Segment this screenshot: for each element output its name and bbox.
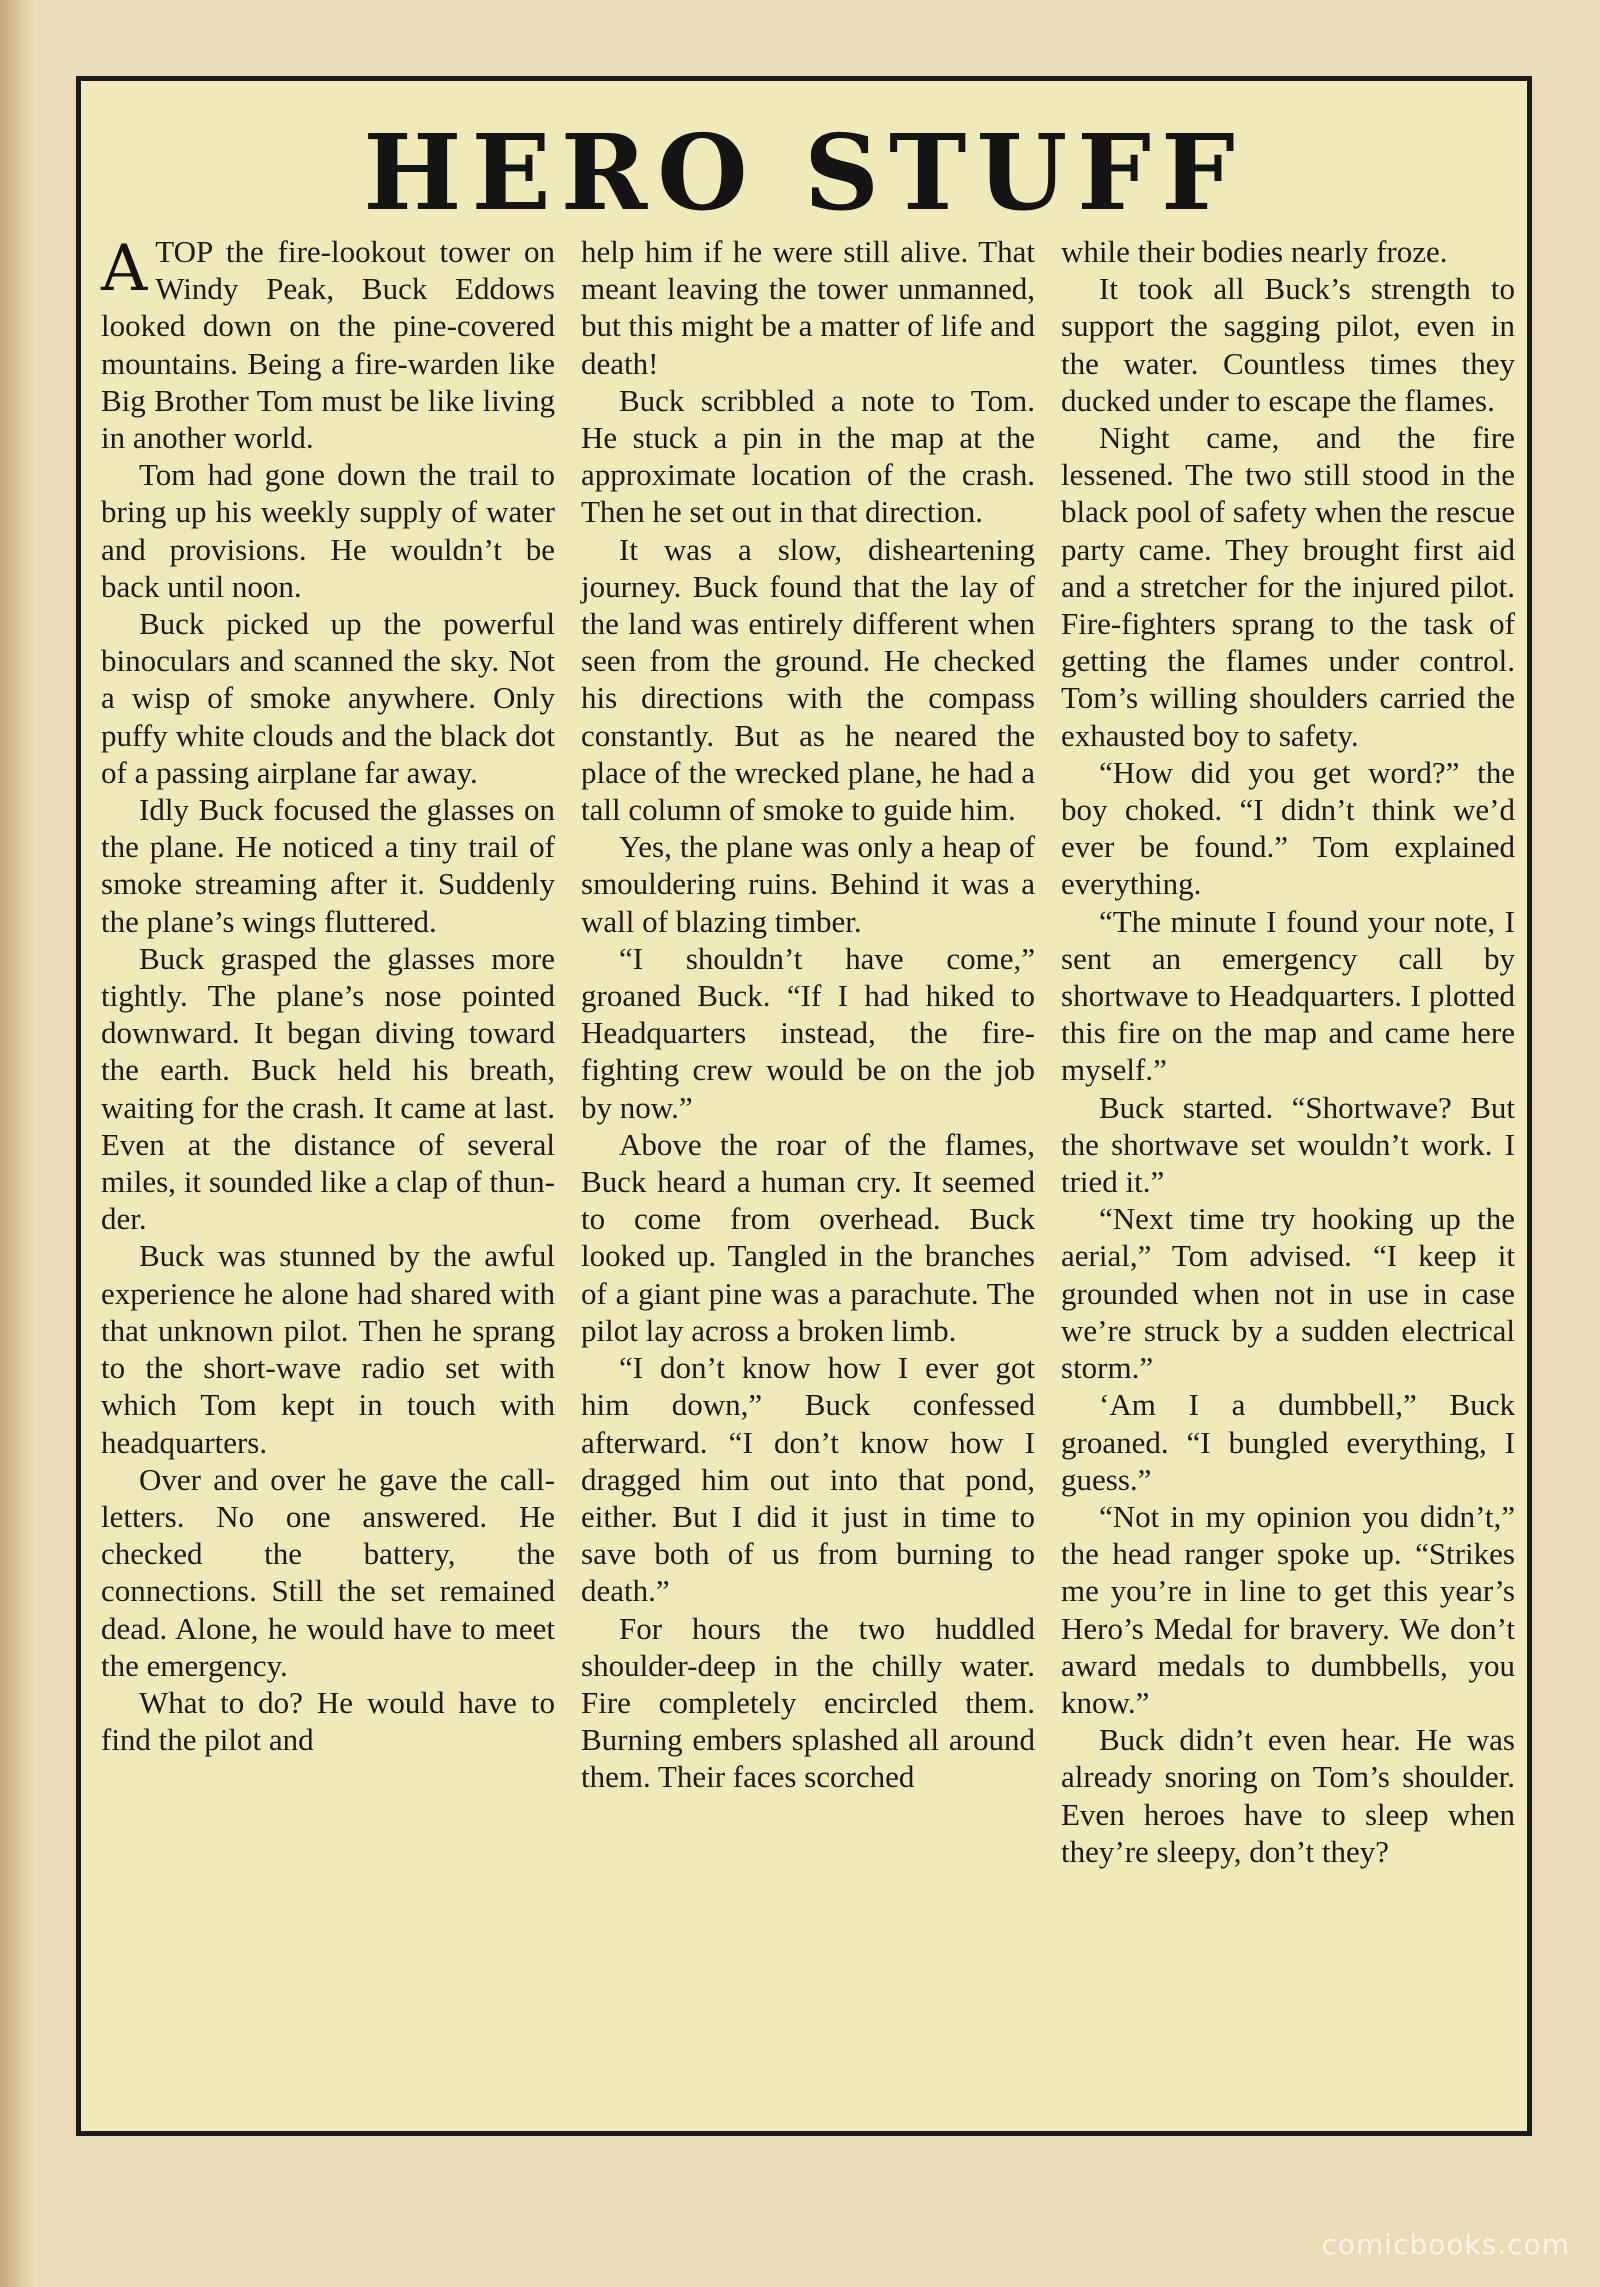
- story-paragraph: [581, 1610, 1035, 1796]
- story-paragraph: [1061, 1089, 1515, 1201]
- paragraph-text: ‘Am I a dumbbell,” Buck groaned. “I bungled everything, I guess.”: [1061, 1387, 1515, 1497]
- paragraph-text: Buck scribbled a note to Tom. He stuck a pin in the map at the approximate location of the crash. Then he set out in that direction.: [581, 382, 1035, 530]
- paragraph-text: Idly Buck focused the glasses on the plane. He noticed a tiny trail of smoke streaming after it. Suddenly the plane’s wings fluttered.: [101, 792, 555, 939]
- story-paragraph: [101, 233, 555, 456]
- story-paragraph: [1061, 1200, 1515, 1386]
- story-paragraph: [101, 791, 555, 940]
- story-paragraph: [101, 940, 555, 1238]
- story-title: HERO STUFF: [363, 111, 1245, 234]
- story-paragraph: [1061, 1498, 1515, 1721]
- story-paragraph: [1061, 419, 1515, 754]
- page-binding-edge: [0, 0, 34, 2287]
- story-paragraph: [1061, 1386, 1515, 1498]
- paragraph-text: For hours the two huddled shoulder-deep in the chilly water. Fire completely encircled them. Burning embers splashed all around them. Their faces scorched: [581, 1610, 1035, 1795]
- paragraph-text: Buck started. “Shortwave? But the shortwave set wouldn’t work. I tried it.”: [1061, 1089, 1515, 1200]
- story-column-1: [101, 233, 555, 1870]
- story-paragraph: [1061, 233, 1515, 270]
- paragraph-text: Tom had gone down the trail to bring up his weekly supply of water and provisions. He wouldn’t be back until noon.: [101, 457, 555, 604]
- paragraph-text: “I shouldn’t have come,” groaned Buck. “If I had hiked to Headquarters instead, the fire-fighting crew would be on the job by now.”: [581, 940, 1035, 1125]
- story-paragraph: [1061, 1721, 1515, 1870]
- story-paragraph: [581, 382, 1035, 531]
- story-paragraph: [581, 1349, 1035, 1609]
- story-paragraph: [581, 828, 1035, 940]
- paragraph-text: Over and over he gave the call-letters. No one answered. He checked the battery, the connections. Still the set remained dead. Alone, he would have to meet the emergency.: [101, 1461, 555, 1683]
- paragraph-text: “How did you get word?” the boy choked. “I didn’t think we’d ever be found.” Tom explained everything.: [1061, 754, 1515, 902]
- story-panel: [76, 76, 1532, 2136]
- story-paragraph: [101, 1684, 555, 1758]
- paragraph-text: TOP the fire-lookout tower on Windy Peak, Buck Eddows looked down on the pine-covered mountains. Being a fire-warden like Big Brother Tom must be like living in another world.: [101, 234, 555, 456]
- paragraph-text: Above the roar of the flames, Buck heard a human cry. It seemed to come from overhead. Buck looked up. Tangled in the branches of a giant pine was a parachute. The pilot lay across a broken limb.: [581, 1126, 1035, 1348]
- paragraph-text: Night came, and the fire lessened. The two still stood in the black pool of safety when the rescue party came. They brought first aid and a stretcher for the injured pilot. Fire-fighters sprang to the task of getting the flames under control. Tom’s willing shoulders carried the exhausted boy to safety.: [1061, 420, 1515, 753]
- paragraph-text: Buck grasped the glasses more tightly. The plane’s nose pointed downward. It began diving toward the earth. Buck held his breath, waiting for the crash. It came at last. Even at the distance of several miles, it sounded like a clap of thunder.: [101, 940, 555, 1237]
- story-paragraph: [101, 1461, 555, 1684]
- paragraph-text: It took all Buck’s strength to support the sagging pilot, even in the water. Countless times they ducked under to escape the flames.: [1061, 271, 1515, 418]
- story-paragraph: [101, 605, 555, 791]
- paragraph-text: Yes, the plane was only a heap of smouldering ruins. Behind it was a wall of blazing timber.: [581, 829, 1035, 939]
- drop-cap: A: [101, 232, 148, 306]
- story-paragraph: [1061, 270, 1515, 419]
- paragraph-text: “Not in my opinion you didn’t,” the head ranger spoke up. “Strikes me you’re in line to get this year’s Hero’s Medal for bravery. We don’t award medals to dumbbells, you know.”: [1061, 1498, 1515, 1720]
- story-paragraph: [101, 456, 555, 605]
- story-paragraph: [581, 940, 1035, 1126]
- story-paragraph: [101, 1237, 555, 1460]
- paragraph-text: while their bodies nearly froze.: [1061, 234, 1448, 269]
- paragraph-text: “I don’t know how I ever got him down,” Buck confessed afterward. “I don’t know how I dragged him out into that pond, either. But I did it just in time to save both of us from burning to death.”: [581, 1350, 1035, 1609]
- story-paragraph: [581, 233, 1035, 382]
- paragraph-text: It was a slow, disheartening journey. Buck found that the lay of the land was entirely different when seen from the ground. He checked his directions with the compass constantly. But as he neared the place of the wrecked plane, he had a tall column of smoke to guide him.: [581, 531, 1035, 828]
- site-watermark: comicbooks.com: [1321, 2228, 1570, 2261]
- story-paragraph: [1061, 903, 1515, 1089]
- story-paragraph: [581, 1126, 1035, 1349]
- paragraph-text: “Next time try hooking up the aerial,” Tom advised. “I keep it grounded when not in use in case we’re struck by a sudden electrical storm.”: [1061, 1201, 1515, 1386]
- paragraph-text: “The minute I found your note, I sent an emergency call by shortwave to Headquarters. I plotted this fire on the map and came here myself.”: [1061, 903, 1515, 1088]
- story-paragraph: [1061, 754, 1515, 903]
- paragraph-text: What to do? He would have to find the pilot and: [101, 1684, 555, 1758]
- paragraph-text: help him if he were still alive. That meant leaving the tower unmanned, but this might be a matter of life and death!: [581, 234, 1035, 381]
- paragraph-text: Buck didn’t even hear. He was already snoring on Tom’s shoulder. Even heroes have to sleep when they’re sleepy, don’t they?: [1061, 1722, 1515, 1869]
- story-column-3: [1061, 233, 1515, 1870]
- paragraph-text: Buck was stunned by the awful experience he alone had shared with that unknown pilot. Then he sprang to the short-wave radio set with which Tom kept in touch with headquarters.: [101, 1238, 555, 1460]
- story-columns: [101, 233, 1517, 1870]
- paragraph-text: Buck picked up the powerful binoculars and scanned the sky. Not a wisp of smoke anywhere. Only puffy white clouds and the black dot of a passing airplane far away.: [101, 606, 555, 790]
- story-paragraph: [581, 531, 1035, 829]
- story-column-2: [581, 233, 1035, 1870]
